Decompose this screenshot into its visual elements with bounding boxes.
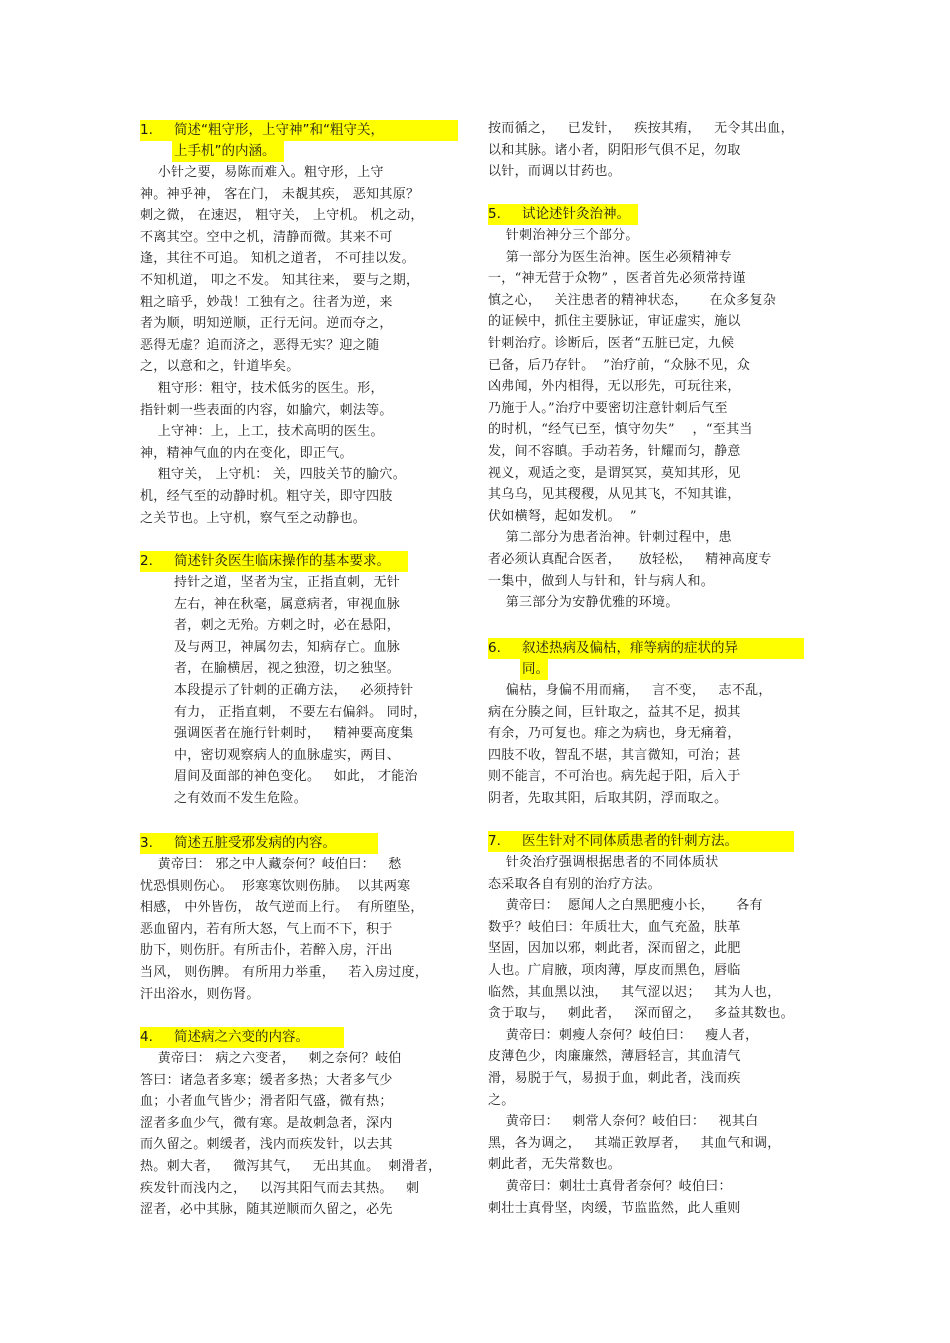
question-title: 同。 <box>522 661 549 677</box>
text-line: 粗守关， 上守机： 关，四肢关节的腧穴。 <box>140 467 406 483</box>
text-line: 贪于取与， 刺此者， 深而留之， 多益其数也。 <box>488 1006 794 1022</box>
text-line: 乃施于人。”治疗中要密切注意针刺后气至 <box>488 400 728 416</box>
text-line: 的时机，“经气已至，慎守勿失” ，“至其当 <box>488 422 753 438</box>
question-number: 7. <box>488 833 501 849</box>
text-line: 不知机道， 叩之不发。 知其往来， 要与之期， <box>140 272 420 288</box>
text-line: 及与两卫，神属勿去，知病存亡。血脉 <box>174 639 401 655</box>
text-line: 肋下，则伤肝。有所击仆，若醉入房，汗出 <box>140 943 393 959</box>
section-6 <box>488 638 818 810</box>
text-line: 强调医者在施行针刺时， 精神要高度集 <box>174 726 414 742</box>
text-line: 中，密切观察病人的血脉虚实，两目、 <box>174 747 401 763</box>
question-title: 简述“粗守形，上守神”和“粗守关， <box>174 122 384 138</box>
text-line: 视义，观适之变，是谓冥冥，莫知其形，见 <box>488 465 741 481</box>
text-line: 一，“神无营于众物” ，医者首先必须常持谨 <box>488 271 746 287</box>
text-line: 者，刺之无殆。方刺之时，必在悬阳， <box>174 618 401 634</box>
text-line: 左右，神在秋毫，属意病者，审视血脉 <box>174 596 401 612</box>
text-line: 之，以意和之，针道毕矣。 <box>140 359 300 375</box>
text-line: 眉间及面部的神色变化。 如此， 才能治 <box>174 769 418 785</box>
text-line: 者，在腧横居，视之独澄，切之独坚。 <box>174 661 401 677</box>
text-line: 针刺治疗。诊断后，医者“五脏已定，九候 <box>488 335 735 351</box>
text-line: 小针之要，易陈而难入。粗守形，上守 <box>140 165 384 180</box>
text-line: 坚固，因加以邪，刺此者，深而留之，此肥 <box>488 941 741 957</box>
text-line: 上守神：上，上工，技术高明的医生。 <box>140 424 384 440</box>
question-number: 1. <box>140 122 153 138</box>
text-line: 刺壮士真骨坚，肉缓，节监监然，此人重则 <box>488 1200 741 1216</box>
text-line: 刺此者，无失常数也。 <box>488 1157 622 1173</box>
text-line: 黑，各为调之， 其端正敦厚者， 其血气和调， <box>488 1135 781 1151</box>
text-line: 相感， 中外皆伤， 故气逆而上行。 有所堕坠， <box>140 900 424 916</box>
text-line: 神。神乎神， 客在门， 未覩其疾， 恶知其原？ <box>140 186 420 202</box>
text-line: 涩者，必中其脉，随其逆顺而久留之，必先 <box>140 1202 393 1218</box>
text-line: 者为顺，明知逆顺，正行无问。逆而夺之， <box>140 316 393 332</box>
question-heading <box>140 833 470 854</box>
text-line: 人也。广肩腋，项肉薄，厚皮而黑色，唇临 <box>488 962 741 978</box>
text-line: 疾发针而浅内之， 以泻其阳气而去其热。 刺 <box>140 1180 420 1196</box>
question-heading <box>488 831 818 852</box>
text-line: 第三部分为安静优雅的环境。 <box>488 595 679 611</box>
text-line: 之。 <box>488 1092 515 1108</box>
question-title: 简述病之六变的内容。 <box>174 1029 309 1045</box>
text-line: 则不能言，不可治也。病先起于阳，后入于 <box>488 769 741 785</box>
text-line: 黄帝曰：刺壮士真骨者奈何？岐伯曰： <box>488 1178 732 1194</box>
text-line: 而久留之。刺缓者，浅内而疾发针，以去其 <box>140 1137 393 1153</box>
text-line: 刺之微， 在速迟， 粗守关， 上守机。 机之动， <box>140 208 424 224</box>
text-line: 四肢不收，智乱不堪，其言微知，可治；甚 <box>488 747 741 763</box>
text-line: 慎之心， 关注患者的精神状态， 在众多复杂 <box>488 292 777 308</box>
question-number: 3. <box>140 835 153 851</box>
question-title: 医生针对不同体质患者的针刺方法。 <box>522 833 738 849</box>
text-line: 忧恐惧则伤心。 形寒寒饮则伤肺。 以其两寒 <box>140 878 411 894</box>
text-line: 粗之暗乎，妙哉！工独有之。往者为逆，来 <box>140 294 393 310</box>
text-line: 发，间不容瞋。手动若务，针耀而匀，静意 <box>488 443 741 459</box>
text-line: 的证候中，抓住主要脉证，审证虚实，施以 <box>488 314 741 330</box>
question-heading-cont <box>140 141 470 162</box>
text-line: 黄帝曰： 病之六变者， 刺之奈何？岐伯 <box>140 1051 402 1066</box>
text-line: 阴者，先取其阳，后取其阴，浮而取之。 <box>488 790 728 806</box>
text-line: 以和其脉。诸小者，阴阳形气俱不足，勿取 <box>488 142 741 158</box>
text-line: 态采取各自有别的治疗方法。 <box>488 876 661 892</box>
text-line: 之有效而不发生危险。 <box>174 790 308 806</box>
section-2 <box>140 551 470 810</box>
text-line: 神，精神气血的内在变化，即正气。 <box>140 445 353 461</box>
section-5 <box>488 204 818 614</box>
text-line: 凶弗闻，外内相得，无以形先，可玩往来， <box>488 379 741 395</box>
answer-body <box>140 1048 470 1221</box>
question-heading <box>140 1027 470 1048</box>
text-line: 临然，其血黑以浊， 其气涩以迟； 其为人也， <box>488 984 781 1000</box>
section-4 <box>140 1027 470 1221</box>
answer-body <box>488 118 818 183</box>
answer-body <box>140 854 470 1005</box>
text-line: 本段提示了针刺的正确方法， 必须持针 <box>174 682 414 698</box>
text-line: 持针之道，坚者为宝，正指直刺，无针 <box>174 575 401 590</box>
text-line: 汗出浴水，则伤肾。 <box>140 986 260 1002</box>
answer-body <box>140 162 470 529</box>
text-line: 答曰：诸急者多寒；缓者多热；大者多气少 <box>140 1072 393 1088</box>
question-number: 5. <box>488 206 501 222</box>
question-heading <box>140 120 470 141</box>
answer-body <box>140 572 470 810</box>
text-line: 针刺治神分三个部分。 <box>488 228 639 243</box>
text-line: 机，经气至的动静时机。粗守关，即守四肢 <box>140 488 393 504</box>
question-title: 试论述针灸治神。 <box>522 206 630 222</box>
text-line: 偏枯，身偏不用而痛， 言不变， 志不乱， <box>488 683 772 698</box>
text-line: 伏如横弩，起如发机。 ” <box>488 508 637 524</box>
text-line: 第二部分为患者治神。针刺过程中，患 <box>488 530 732 546</box>
text-line: 皮薄色少，肉廉廉然，薄唇轻言，其血清气 <box>488 1049 741 1065</box>
text-line: 粗守形：粗守，技术低劣的医生。形， <box>140 380 384 396</box>
answer-body <box>488 852 818 1219</box>
question-title: 叙述热病及偏枯，痱等病的症状的异 <box>522 640 738 656</box>
section-3 <box>140 833 470 1005</box>
text-line: 按而循之， 已发针， 疾按其痏， 无令其出血， <box>488 121 794 136</box>
text-line: 不离其空。空中之机，清静而微。其来不可 <box>140 229 393 245</box>
answer-body <box>488 225 818 614</box>
text-line: 第一部分为医生治神。医生必须精神专 <box>488 249 732 265</box>
text-line: 有余，乃可复也。痱之为病也，身无痛着， <box>488 726 741 742</box>
question-title: 上手机”的内涵。 <box>174 143 276 159</box>
question-number: 4. <box>140 1029 153 1045</box>
text-line: 黄帝曰： 刺常人奈何？岐伯曰： 视其白 <box>488 1114 759 1130</box>
text-line: 指针刺一些表面的内容，如腧穴，刺法等。 <box>140 402 393 418</box>
section-1 <box>140 120 470 529</box>
text-line: 黄帝曰： 愿闻人之白黑肥瘦小长， 各有 <box>488 898 763 914</box>
text-line: 一集中，做到人与针和，针与病人和。 <box>488 573 715 589</box>
text-line: 滑，易脱于气，易损于血，刺此者，浅而疾 <box>488 1070 741 1086</box>
question-heading <box>488 204 818 225</box>
text-line: 黄帝曰：刺瘦人奈何？岐伯曰： 瘦人者， <box>488 1027 759 1043</box>
question-title: 简述五脏受邪发病的内容。 <box>174 835 336 851</box>
text-line: 黄帝曰： 邪之中人藏奈何？岐伯曰： 愁 <box>140 857 402 872</box>
question-heading-cont <box>488 659 818 680</box>
section-4-continued <box>488 118 818 183</box>
text-line: 之关节也。上守机，察气至之动静也。 <box>140 510 367 526</box>
text-line: 数乎？岐伯曰：年质壮大，血气充盈，肤革 <box>488 919 741 935</box>
text-line: 恶血留内，若有所大怒，气上而不下，积于 <box>140 921 393 937</box>
question-heading <box>488 638 818 659</box>
text-line: 涩者多血少气，微有寒。是故刺急者，深内 <box>140 1115 393 1131</box>
text-line: 有力， 正指直刺， 不要左右偏斜。 同时， <box>174 704 427 720</box>
text-line: 其乌乌，见其稷稷，从见其飞，不知其谁， <box>488 487 741 503</box>
text-line: 逢，其往不可追。 知机之道者， 不可挂以发。 <box>140 251 415 267</box>
text-line: 当风， 则伤脾。 有所用力举重， 若入房过度， <box>140 964 429 980</box>
text-line: 已备，后乃存针。 ”治疗前，“众脉不见，众 <box>488 357 751 373</box>
text-line: 恶得无虚？追而济之，恶得无实？迎之随 <box>140 337 380 353</box>
text-line: 以针，而调以甘药也。 <box>488 164 622 180</box>
text-line: 血；小者血气皆少；滑者阳气盛，微有热； <box>140 1094 393 1110</box>
section-7 <box>488 831 818 1219</box>
text-line: 者必须认真配合医者， 放轻松， 精神高度专 <box>488 551 772 567</box>
text-line: 针灸治疗强调根据患者的不同体质状 <box>488 855 719 870</box>
question-number: 2. <box>140 553 153 569</box>
text-line: 热。刺大者， 微泻其气， 无出其血。 刺滑者， <box>140 1158 442 1174</box>
text-line: 病在分腠之间，巨针取之，益其不足，损其 <box>488 704 741 720</box>
question-title: 简述针灸医生临床操作的基本要求。 <box>174 553 390 569</box>
answer-body <box>488 680 818 810</box>
question-number: 6. <box>488 640 501 656</box>
question-heading <box>140 551 470 572</box>
